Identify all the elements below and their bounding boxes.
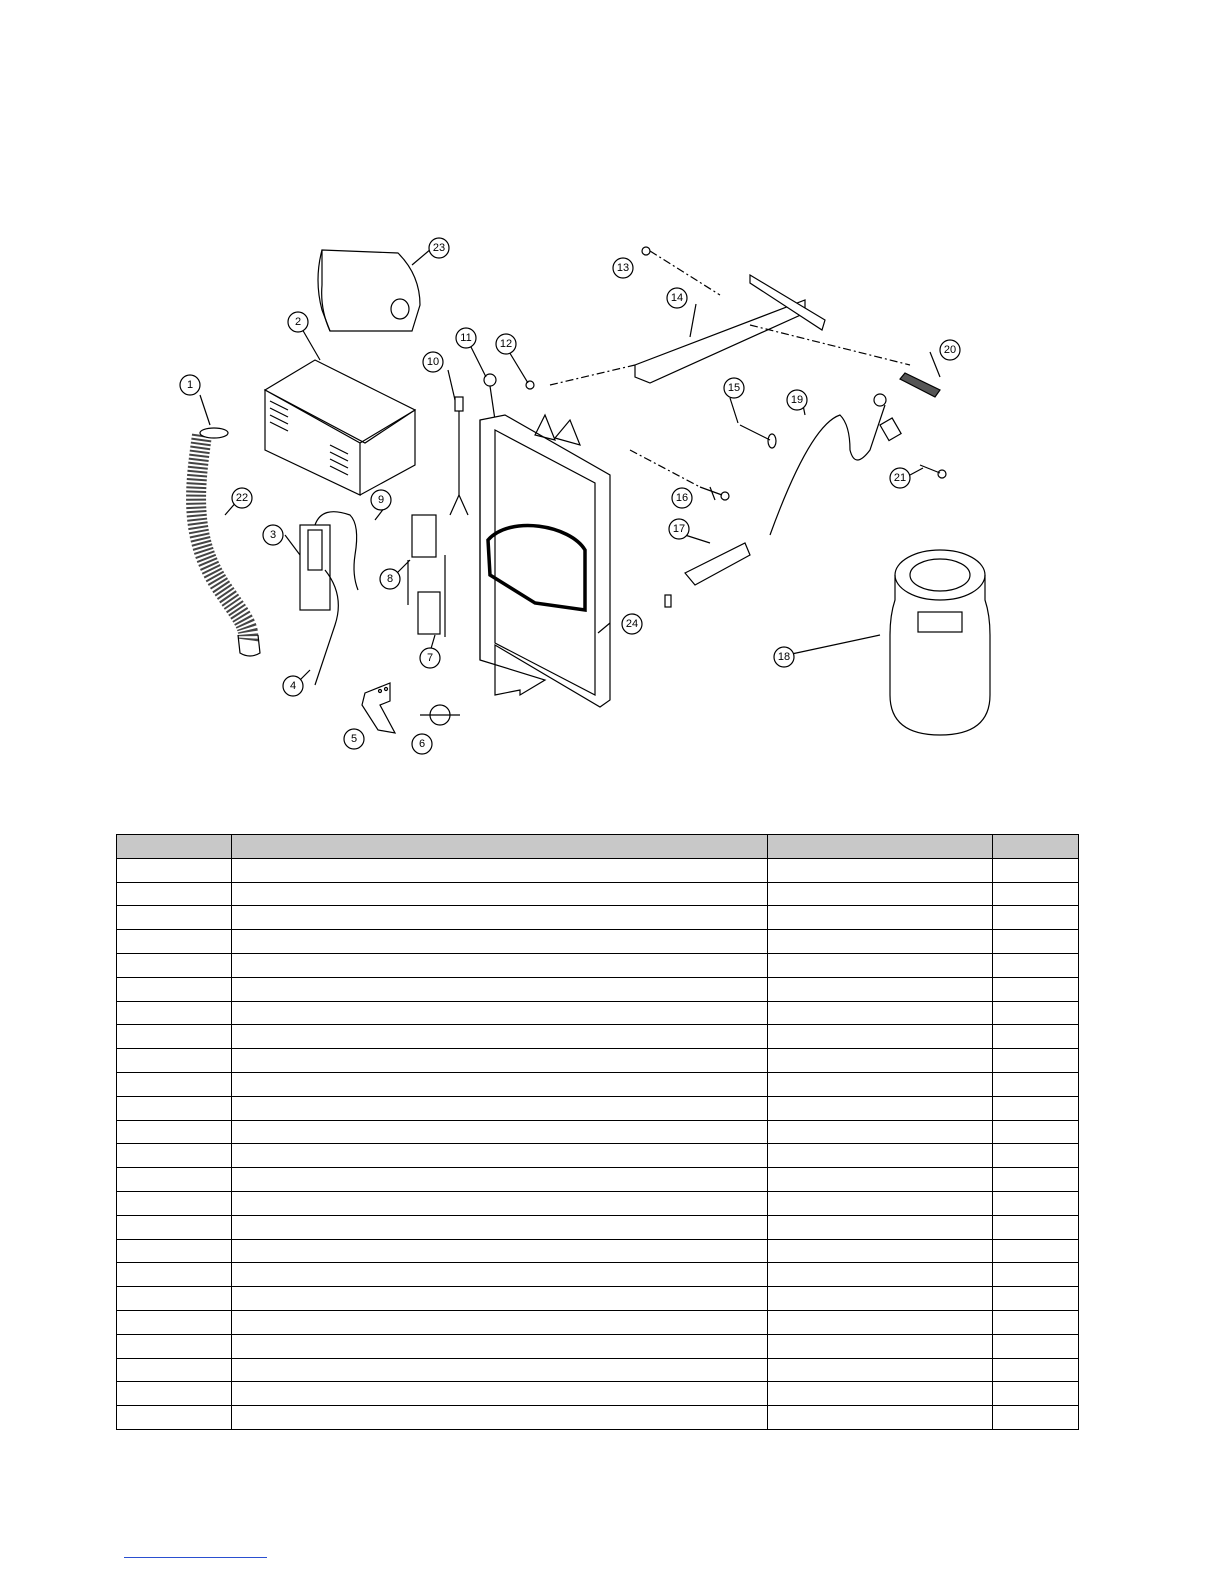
- callout-number: 9: [377, 494, 385, 506]
- callout-11: [456, 328, 476, 348]
- table-row: [117, 1358, 1079, 1382]
- table-cell: [768, 977, 993, 1001]
- table-cell: [768, 906, 993, 930]
- callout-number: 3: [269, 529, 277, 541]
- table-cell: [117, 953, 232, 977]
- table-row: [117, 882, 1079, 906]
- callout-number: 2: [294, 316, 302, 328]
- table-row: [117, 1025, 1079, 1049]
- table-row: [117, 1191, 1079, 1215]
- table-cell: [993, 906, 1079, 930]
- table-row: [117, 858, 1079, 882]
- part-6-fitting: [420, 705, 460, 725]
- table-cell: [993, 1191, 1079, 1215]
- callout-number: 15: [727, 382, 741, 394]
- table-cell: [117, 1382, 232, 1406]
- table-cell: [768, 1263, 993, 1287]
- table-cell: [768, 1406, 993, 1430]
- table-row: [117, 1310, 1079, 1334]
- callout-5: [344, 729, 364, 749]
- callout-number: 12: [499, 338, 513, 350]
- part-2-control-box: [265, 360, 415, 495]
- table-cell: [993, 1096, 1079, 1120]
- callout-12: [496, 334, 516, 354]
- callout-1: [180, 375, 200, 395]
- callout-24: [622, 614, 642, 634]
- table-cell: [993, 1001, 1079, 1025]
- part-15-bolt: [740, 425, 776, 448]
- table-row: [117, 1072, 1079, 1096]
- table-cell: [768, 1310, 993, 1334]
- callout-13: [613, 258, 633, 278]
- table-row: [117, 906, 1079, 930]
- callout-8: [380, 569, 400, 589]
- table-cell: [993, 1215, 1079, 1239]
- part-19-regulator: [770, 394, 901, 535]
- table-cell: [993, 1263, 1079, 1287]
- table-cell: [232, 1049, 768, 1073]
- callout-22: [232, 488, 252, 508]
- callout-number: 21: [893, 472, 907, 484]
- part-14-handle: [550, 251, 910, 385]
- table-cell: [117, 858, 232, 882]
- callout-number: 10: [426, 356, 440, 368]
- table-cell: [117, 1310, 232, 1334]
- table-cell: [232, 1120, 768, 1144]
- table-cell: [117, 1168, 232, 1192]
- table-cell: [117, 1049, 232, 1073]
- table-row: [117, 1096, 1079, 1120]
- table-cell: [768, 1215, 993, 1239]
- table-row: [117, 1144, 1079, 1168]
- table-cell: [117, 930, 232, 954]
- table-row: [117, 1215, 1079, 1239]
- callout-number: 24: [625, 618, 639, 630]
- table-cell: [768, 1096, 993, 1120]
- callout-number: 22: [235, 492, 249, 504]
- table-cell: [993, 1120, 1079, 1144]
- exploded-parts-diagram: [150, 225, 1030, 785]
- table-cell: [768, 1072, 993, 1096]
- table-row: [117, 953, 1079, 977]
- table-cell: [768, 1382, 993, 1406]
- callout-number: 6: [418, 738, 426, 750]
- table-cell: [117, 1001, 232, 1025]
- part-7-plate: [418, 555, 445, 637]
- part-20-grip: [900, 373, 940, 397]
- callout-number: 17: [672, 523, 686, 535]
- part-10-harness: [450, 397, 468, 515]
- table-cell: [232, 953, 768, 977]
- table-cell: [232, 1263, 768, 1287]
- callout-number: 18: [777, 651, 791, 663]
- part-13-nut: [642, 247, 650, 255]
- table-cell: [993, 1334, 1079, 1358]
- table-row: [117, 1406, 1079, 1430]
- table-cell: [993, 1310, 1079, 1334]
- table-cell: [117, 906, 232, 930]
- table-cell: [993, 1049, 1079, 1073]
- part-17-clamp: [665, 543, 750, 607]
- callout-number: 8: [386, 573, 394, 585]
- table-cell: [232, 977, 768, 1001]
- table-cell: [993, 1072, 1079, 1096]
- table-cell: [768, 1239, 993, 1263]
- table-cell: [117, 882, 232, 906]
- part-18-propane-tank: [890, 550, 990, 735]
- table-cell: [232, 1334, 768, 1358]
- col-header-qty: [993, 835, 1079, 859]
- table-cell: [232, 1191, 768, 1215]
- callout-3: [263, 525, 283, 545]
- table-cell: [232, 1001, 768, 1025]
- table-cell: [232, 1096, 768, 1120]
- table-cell: [232, 1287, 768, 1311]
- table-cell: [993, 1382, 1079, 1406]
- callout-number: 23: [432, 242, 446, 254]
- table-cell: [768, 1358, 993, 1382]
- table-cell: [117, 977, 232, 1001]
- table-cell: [768, 1287, 993, 1311]
- table-cell: [232, 1382, 768, 1406]
- table-row: [117, 1263, 1079, 1287]
- table-cell: [117, 1239, 232, 1263]
- table-cell: [993, 1287, 1079, 1311]
- table-cell: [117, 1334, 232, 1358]
- table-cell: [768, 1025, 993, 1049]
- table-cell: [768, 1120, 993, 1144]
- table-row: [117, 1334, 1079, 1358]
- table-header-row: [117, 835, 1079, 859]
- callout-16: [672, 488, 692, 508]
- callout-number: 20: [943, 344, 957, 356]
- table-row: [117, 1001, 1079, 1025]
- table-cell: [117, 1144, 232, 1168]
- table-row: [117, 977, 1079, 1001]
- table-cell: [993, 1406, 1079, 1430]
- table-cell: [768, 1168, 993, 1192]
- table-cell: [117, 1287, 232, 1311]
- part-11-switch: [484, 374, 496, 420]
- table-cell: [993, 1239, 1079, 1263]
- table-cell: [993, 1025, 1079, 1049]
- table-cell: [232, 1310, 768, 1334]
- table-cell: [232, 1239, 768, 1263]
- table-cell: [232, 1215, 768, 1239]
- callout-9: [371, 490, 391, 510]
- table-row: [117, 1168, 1079, 1192]
- part-24-frame: [480, 415, 610, 707]
- part-22-flex-hose: [196, 428, 260, 656]
- callout-2: [288, 312, 308, 332]
- table-row: [117, 1239, 1079, 1263]
- table-cell: [117, 1120, 232, 1144]
- part-3-module: [300, 512, 358, 685]
- part-5-bracket: [362, 683, 395, 733]
- callout-23: [429, 238, 449, 258]
- callout-number: 7: [426, 652, 434, 664]
- callout-18: [774, 647, 794, 667]
- table-cell: [117, 1096, 232, 1120]
- table-cell: [232, 906, 768, 930]
- callout-number: 19: [790, 394, 804, 406]
- table-cell: [768, 1001, 993, 1025]
- callout-number: 14: [670, 292, 684, 304]
- table-cell: [117, 1358, 232, 1382]
- table-cell: [232, 1168, 768, 1192]
- part-21-bolt: [920, 465, 946, 478]
- callout-10: [423, 352, 443, 372]
- callout-15: [724, 378, 744, 398]
- callout-14: [667, 288, 687, 308]
- table-cell: [117, 1072, 232, 1096]
- table-cell: [232, 1072, 768, 1096]
- callout-number: 13: [616, 262, 630, 274]
- table-cell: [993, 977, 1079, 1001]
- callout-number: 4: [289, 680, 297, 692]
- callout-number: 11: [460, 332, 472, 344]
- table-cell: [993, 953, 1079, 977]
- table-cell: [232, 882, 768, 906]
- table-cell: [232, 1025, 768, 1049]
- table-cell: [232, 858, 768, 882]
- table-cell: [232, 1144, 768, 1168]
- table-row: [117, 1049, 1079, 1073]
- callout-number: 5: [350, 733, 358, 745]
- table-cell: [232, 930, 768, 954]
- col-header-item: [117, 835, 232, 859]
- callout-number: 1: [186, 379, 194, 391]
- table-cell: [768, 882, 993, 906]
- callout-17: [669, 519, 689, 539]
- table-cell: [117, 1025, 232, 1049]
- table-cell: [768, 858, 993, 882]
- table-cell: [768, 1334, 993, 1358]
- table-cell: [993, 858, 1079, 882]
- callout-21: [890, 468, 910, 488]
- table-row: [117, 1287, 1079, 1311]
- table-row: [117, 930, 1079, 954]
- callout-6: [412, 734, 432, 754]
- table-cell: [117, 1263, 232, 1287]
- table-cell: [232, 1406, 768, 1430]
- table-cell: [993, 1144, 1079, 1168]
- table-cell: [768, 953, 993, 977]
- table-cell: [993, 1358, 1079, 1382]
- part-23-cover: [318, 250, 420, 331]
- table-cell: [993, 930, 1079, 954]
- table-cell: [768, 930, 993, 954]
- table-cell: [768, 1049, 993, 1073]
- table-cell: [993, 1168, 1079, 1192]
- callout-7: [420, 648, 440, 668]
- callout-4: [283, 676, 303, 696]
- callout-number: 16: [675, 492, 689, 504]
- table-cell: [232, 1358, 768, 1382]
- table-row: [117, 1120, 1079, 1144]
- parts-list-table: [116, 834, 1079, 1430]
- table-cell: [768, 1191, 993, 1215]
- table-cell: [117, 1191, 232, 1215]
- col-header-part-number: [768, 835, 993, 859]
- table-cell: [768, 1144, 993, 1168]
- callout-20: [940, 340, 960, 360]
- footer-link-underline: [124, 1557, 267, 1558]
- callout-19: [787, 390, 807, 410]
- table-cell: [117, 1406, 232, 1430]
- table-row: [117, 1382, 1079, 1406]
- table-cell: [993, 882, 1079, 906]
- table-cell: [117, 1215, 232, 1239]
- col-header-description: [232, 835, 768, 859]
